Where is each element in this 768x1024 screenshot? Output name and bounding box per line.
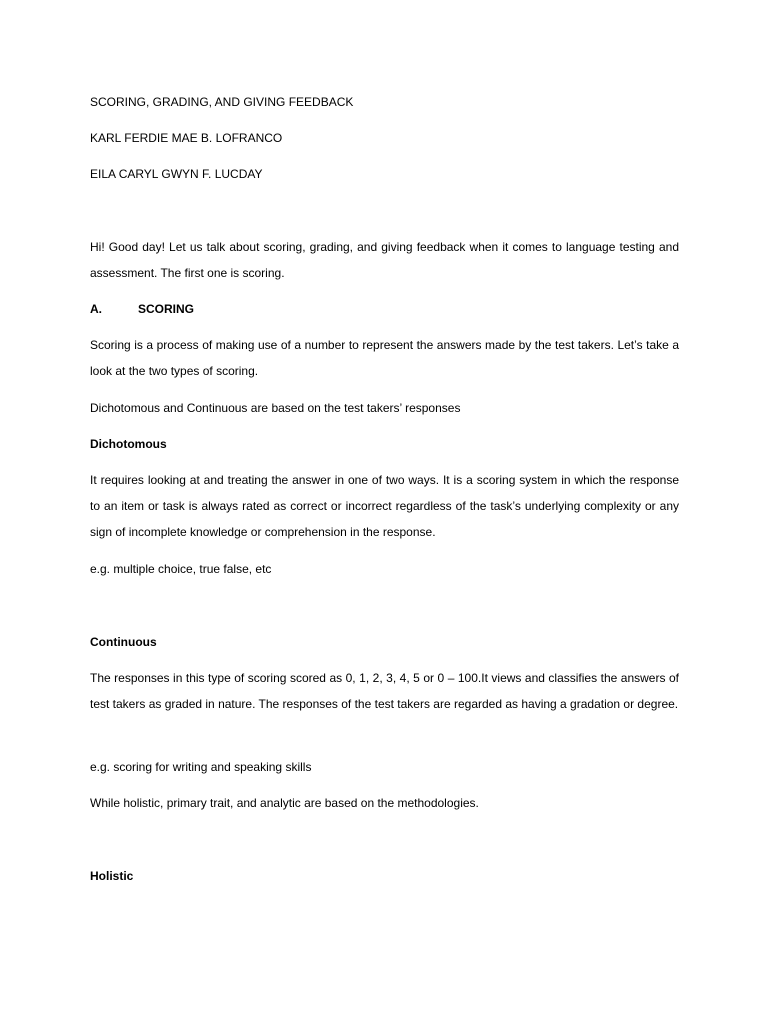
section-a-title: SCORING — [138, 302, 195, 316]
continuous-paragraph: The responses in this type of scoring scored as 0, 1, 2, 3, 4, 5 or 0 – 100.It views and classifies the answers of test takers as graded in nature. The responses of the test takers are regarded as having a gradation or degree. — [90, 671, 679, 711]
section-a-heading — [90, 296, 679, 322]
holistic-heading: Holistic — [90, 869, 134, 883]
document-title: SCORING, GRADING, AND GIVING FEEDBACK — [90, 95, 354, 109]
continuous-example: e.g. scoring for writing and speaking skills — [90, 760, 312, 774]
dichotomous-example: e.g. multiple choice, true false, etc — [90, 562, 272, 576]
continuous-heading: Continuous — [90, 635, 157, 649]
author-2: EILA CARYL GWYN F. LUCDAY — [90, 167, 263, 181]
author-1: KARL FERDIE MAE B. LOFRANCO — [90, 131, 283, 145]
section-a-letter: A. — [90, 302, 102, 316]
dichotomous-heading: Dichotomous — [90, 437, 167, 451]
dichotomous-paragraph: It requires looking at and treating the answer in one of two ways. It is a scoring system in which the response to an item or task is always rated as correct or incorrect regardless of the task’s underlying complexity or any sign of incomplete knowledge or comprehension in the response. — [90, 473, 679, 539]
scoring-definition: Scoring is a process of making use of a number to represent the answers made by the test takers. Let’s take a look at the two types of scoring. — [90, 338, 679, 378]
methodologies-intro: While holistic, primary trait, and analytic are based on the methodologies. — [90, 796, 479, 810]
scoring-types-intro: Dichotomous and Continuous are based on the test takers’ responses — [90, 401, 461, 415]
intro-paragraph: Hi! Good day! Let us talk about scoring, grading, and giving feedback when it comes to language testing and assessment. The first one is scoring. — [90, 240, 679, 280]
